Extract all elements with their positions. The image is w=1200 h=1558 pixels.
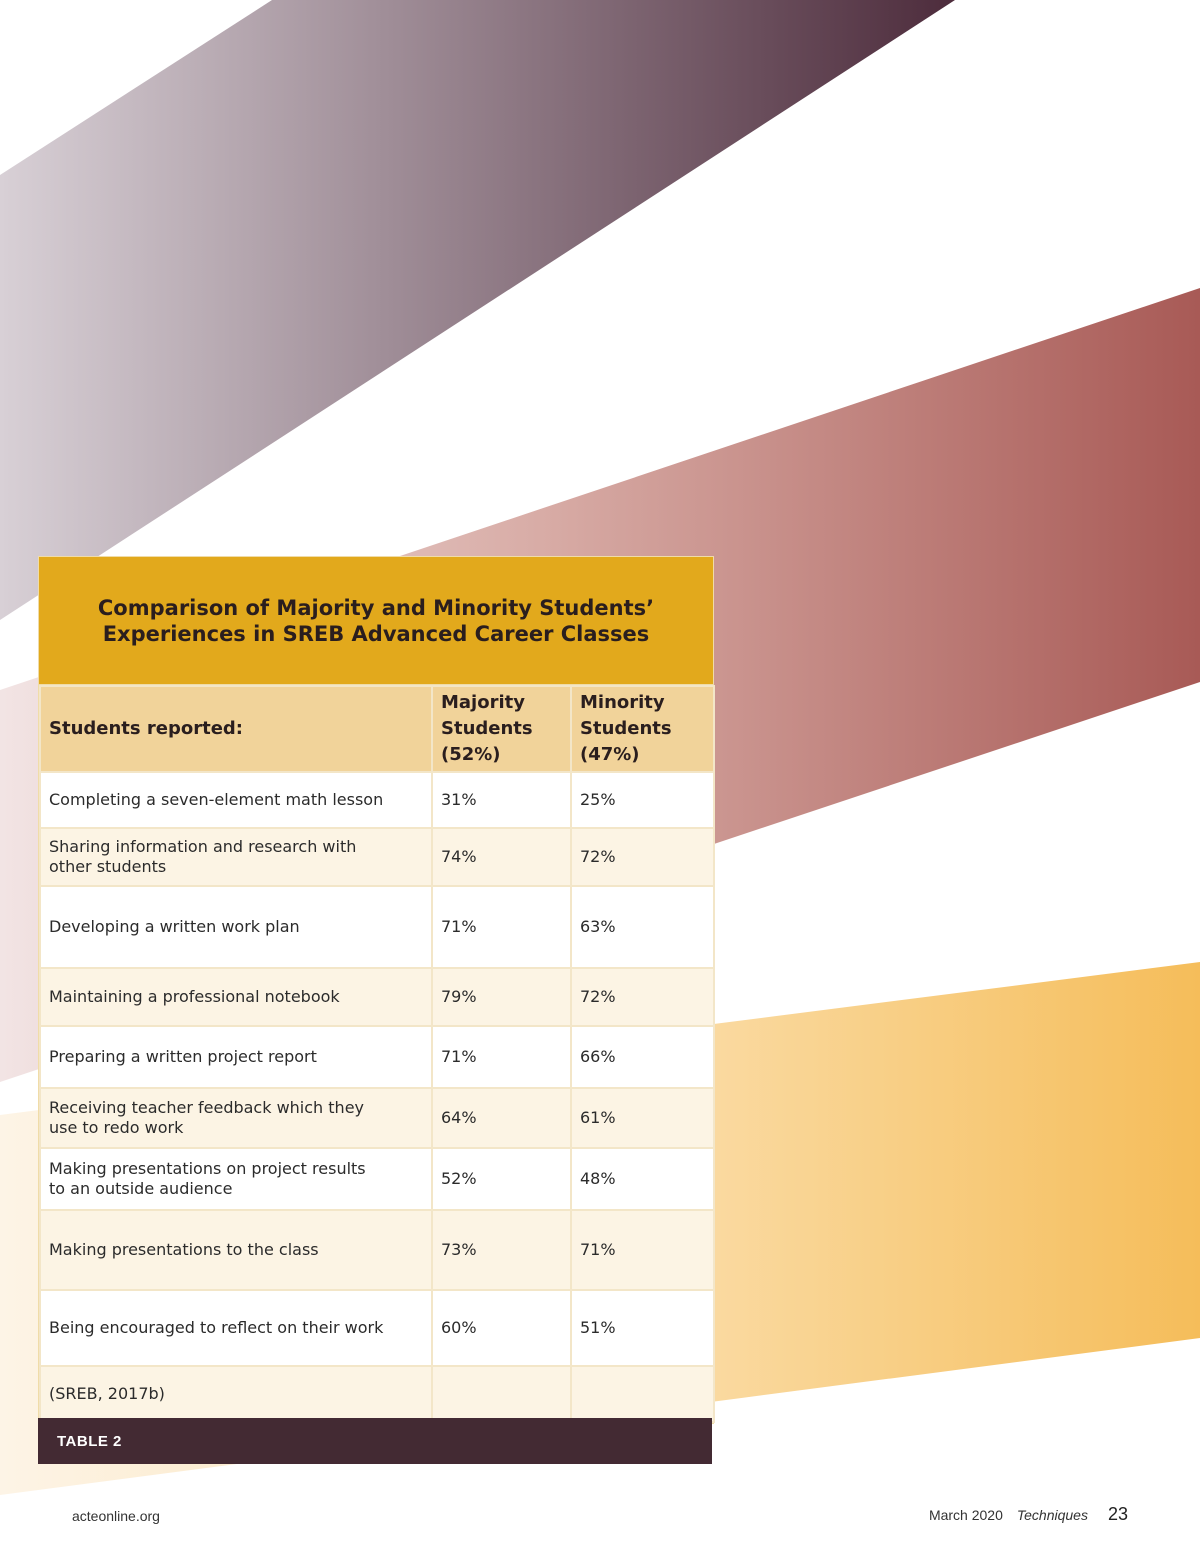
row-label: Receiving teacher feedback which they use to redo work xyxy=(40,1088,432,1148)
row-label: Preparing a written project report xyxy=(40,1026,432,1088)
row-minority-value: 51% xyxy=(571,1290,714,1366)
row-majority-value: 74% xyxy=(432,828,571,886)
table-row xyxy=(40,968,714,1026)
table-row xyxy=(40,1290,714,1366)
title-line-2: Experiences in SREB Advanced Career Classes xyxy=(102,621,650,646)
footer-magazine: Techniques xyxy=(1016,1507,1088,1523)
row-label: Developing a written work plan xyxy=(40,886,432,968)
table-row xyxy=(40,772,714,828)
table-row xyxy=(40,886,714,968)
title-line-1: Comparison of Majority and Minority Students’ xyxy=(97,595,655,620)
row-minority-value: 72% xyxy=(571,828,714,886)
row-label: Sharing information and research with other students xyxy=(40,828,432,886)
row-majority-value: 31% xyxy=(432,772,571,828)
page-number: 23 xyxy=(1107,1504,1128,1524)
row-majority-value: 60% xyxy=(432,1290,571,1366)
row-minority-value: 71% xyxy=(571,1210,714,1290)
source-row xyxy=(40,1366,714,1422)
footer-date: March 2020 xyxy=(928,1507,1003,1523)
table-caption: TABLE 2 xyxy=(57,1432,122,1450)
row-minority-value: 61% xyxy=(571,1088,714,1148)
row-label: Being encouraged to reflect on their work xyxy=(40,1290,432,1366)
footer-right xyxy=(929,1504,1128,1525)
table-caption-bar xyxy=(38,1418,712,1464)
row-label: Completing a seven-element math lesson xyxy=(40,772,432,828)
table-row xyxy=(40,1148,714,1210)
row-majority-value: 73% xyxy=(432,1210,571,1290)
row-majority-value: 64% xyxy=(432,1088,571,1148)
footer-site: acteonline.org xyxy=(72,1508,160,1524)
table-title-box xyxy=(39,557,713,685)
table-row xyxy=(40,828,714,886)
row-majority-value: 71% xyxy=(432,886,571,968)
source-citation: (SREB, 2017b) xyxy=(40,1366,432,1422)
row-majority-value: 52% xyxy=(432,1148,571,1210)
table-row xyxy=(40,1088,714,1148)
table-row xyxy=(40,1026,714,1088)
row-label: Maintaining a professional notebook xyxy=(40,968,432,1026)
row-majority-value: 79% xyxy=(432,968,571,1026)
row-majority-value: 71% xyxy=(432,1026,571,1088)
table-row xyxy=(40,1210,714,1290)
row-minority-value: 72% xyxy=(571,968,714,1026)
row-minority-value: 25% xyxy=(571,772,714,828)
table-title xyxy=(98,595,654,647)
header-students-reported: Students reported: xyxy=(40,686,432,772)
header-minority: Minority Students (47%) xyxy=(571,686,714,772)
header-majority: Majority Students (52%) xyxy=(432,686,571,772)
comparison-table-card xyxy=(38,556,714,1424)
row-label: Making presentations to the class xyxy=(40,1210,432,1290)
row-minority-value: 66% xyxy=(571,1026,714,1088)
row-minority-value: 63% xyxy=(571,886,714,968)
row-label: Making presentations on project results to an outside audience xyxy=(40,1148,432,1210)
comparison-table xyxy=(39,685,715,1423)
row-minority-value: 48% xyxy=(571,1148,714,1210)
table-header-row xyxy=(40,686,714,772)
